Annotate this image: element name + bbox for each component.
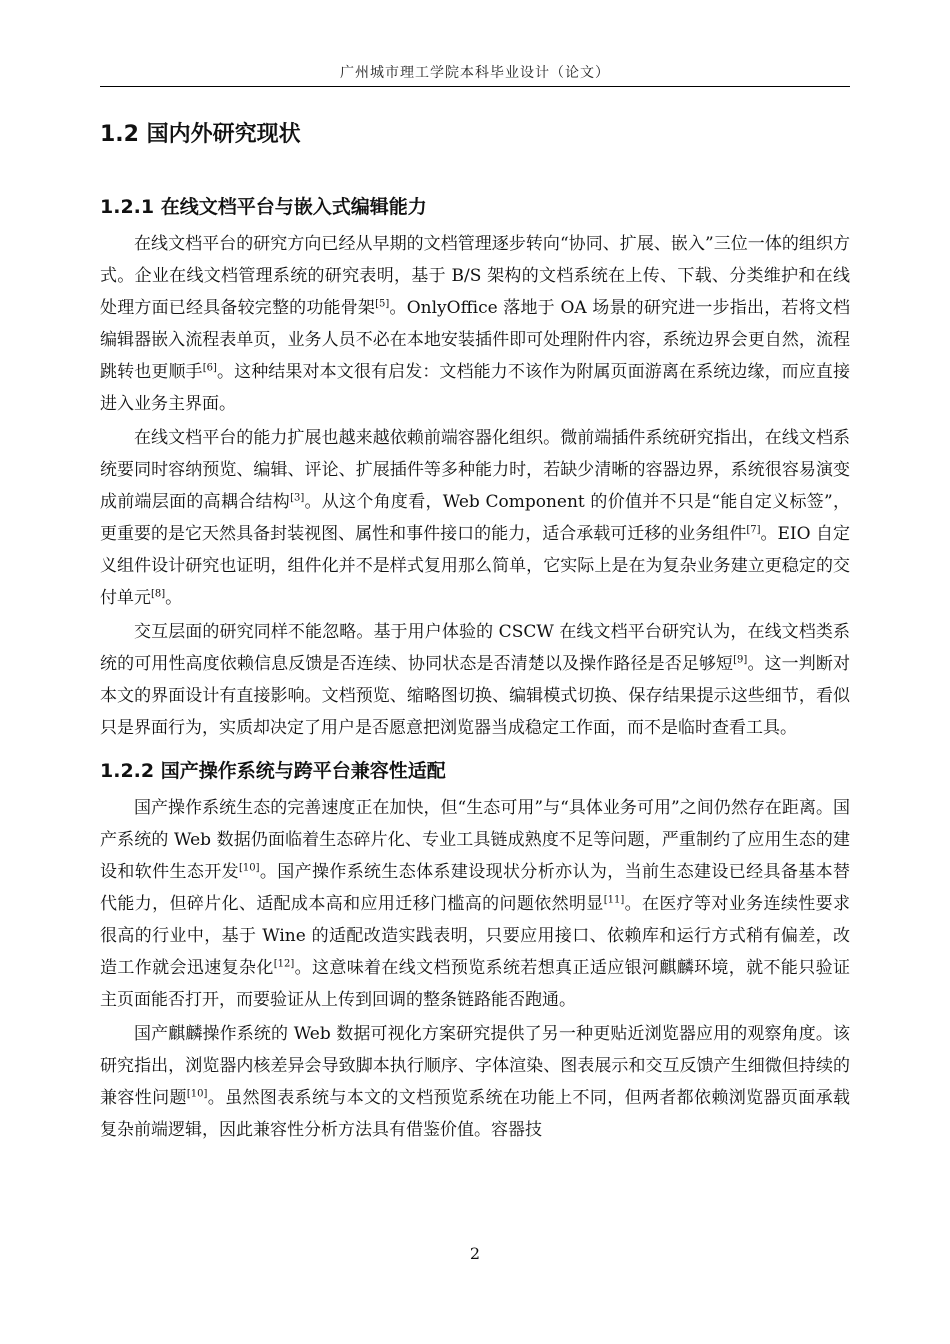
- citation-ref: [5]: [375, 298, 390, 310]
- paragraph-text: 。在医疗等对业务连续性要求很高的行业中，基于 Wine 的适配改造实践表明，只要应用接口、依赖库和运行方式稍有偏差，改造工作就会迅速复杂化: [100, 894, 851, 978]
- paragraph-text: 。: [165, 588, 183, 608]
- paragraph-text: 。国产操作系统生态体系建设现状分析亦认为，当前生态建设已经具备基本替代能力，但碎片化、适配成本高和应用迁移门槛高的问题依然明显: [100, 862, 851, 914]
- citation-ref: [6]: [202, 362, 217, 374]
- paragraph: [100, 228, 850, 420]
- subsection-heading-2: 1.2.2 国产操作系统与跨平台兼容性适配: [100, 760, 446, 782]
- citation-ref: [7]: [746, 524, 761, 536]
- page-number: 2: [469, 1244, 481, 1263]
- header-rule: [100, 86, 850, 87]
- paragraph-text: 国产麒麟操作系统的 Web 数据可视化方案研究提供了另一种更贴近浏览器应用的观察角度。该研究指出，浏览器内核差异会导致脚本执行顺序、字体渲染、图表展示和交互反馈产生细微但持续的兼容性问题: [100, 1024, 850, 1108]
- paragraph-text: 。EIO 自定义组件设计研究也证明，组件化并不是样式复用那么简单，它实际上是在为复杂业务建立更稳定的交付单元: [100, 524, 851, 608]
- citation-ref: [11]: [603, 894, 625, 906]
- page-content: [100, 100, 850, 1146]
- subsection-heading-1: 1.2.1 在线文档平台与嵌入式编辑能力: [100, 196, 427, 218]
- paragraph: [100, 792, 850, 1016]
- citation-ref: [10]: [238, 862, 260, 874]
- paragraph: [100, 422, 850, 614]
- citation-ref: [12]: [273, 958, 295, 970]
- paragraph-text: 在线文档平台的能力扩展也越来越依赖前端容器化组织。微前端插件系统研究指出，在线文档系统要同时容纳预览、编辑、评论、扩展插件等多种能力时，若缺少清晰的容器边界，系统很容易演变成前端层面的高耦合结构: [100, 428, 850, 512]
- paragraph: [100, 1018, 850, 1146]
- paragraph-text: 。OnlyOffice 落地于 OA 场景的研究进一步指出，若将文档编辑器嵌入流程表单页，业务人员不必在本地安装插件即可处理附件内容，系统边界会更自然，流程跳转也更顺手: [100, 298, 851, 382]
- citation-ref: [9]: [733, 654, 748, 666]
- paragraph-text: 。这种结果对本文很有启发：文档能力不该作为附属页面游离在系统边缘，而应直接进入业务主界面。: [100, 362, 851, 414]
- paragraph-text: 。这一判断对本文的界面设计有直接影响。文档预览、缩略图切换、编辑模式切换、保存结果提示这些细节，看似只是界面行为，实质却决定了用户是否愿意把浏览器当成稳定工作面，而不是临时查看工具。: [100, 654, 851, 738]
- running-header: 广州城市理工学院本科毕业设计（论文）: [340, 65, 610, 81]
- paragraph-text: 交互层面的研究同样不能忽略。基于用户体验的 CSCW 在线文档平台研究认为，在线文档类系统的可用性高度依赖信息反馈是否连续、协同状态是否清楚以及操作路径是否足够短: [100, 622, 850, 674]
- paragraph: [100, 616, 850, 744]
- section-heading: 1.2 国内外研究现状: [100, 122, 301, 147]
- paragraph-text: 。虽然图表系统与本文的文档预览系统在功能上不同，但两者都依赖浏览器页面承载复杂前端逻辑，因此兼容性分析方法具有借鉴价值。容器技: [100, 1088, 851, 1140]
- citation-ref: [8]: [151, 588, 166, 600]
- paragraph-text: 。这意味着在线文档预览系统若想真正适应银河麒麟环境，就不能只验证主页面能否打开，而要验证从上传到回调的整条链路能否跑通。: [100, 958, 851, 1010]
- citation-ref: [10]: [186, 1088, 208, 1100]
- paragraph-text: 。从这个角度看，Web Component 的价值并不只是“能自定义标签”，更重要的是它天然具备封装视图、属性和事件接口的能力，适合承载可迁移的业务组件: [100, 492, 850, 544]
- paragraph-text: 在线文档平台的研究方向已经从早期的文档管理逐步转向“协同、扩展、嵌入”三位一体的组织方式。企业在线文档管理系统的研究表明，基于 B/S 架构的文档系统在上传、下载、分类维护和在线处理方面已经具备较完整的功能骨架: [100, 234, 850, 318]
- paragraph-text: 国产操作系统生态的完善速度正在加快，但“生态可用”与“具体业务可用”之间仍然存在距离。国产系统的 Web 数据仍面临着生态碎片化、专业工具链成熟度不足等问题，严重制约了应用生态的建设和软件生态开发: [100, 798, 850, 882]
- citation-ref: [3]: [290, 492, 305, 504]
